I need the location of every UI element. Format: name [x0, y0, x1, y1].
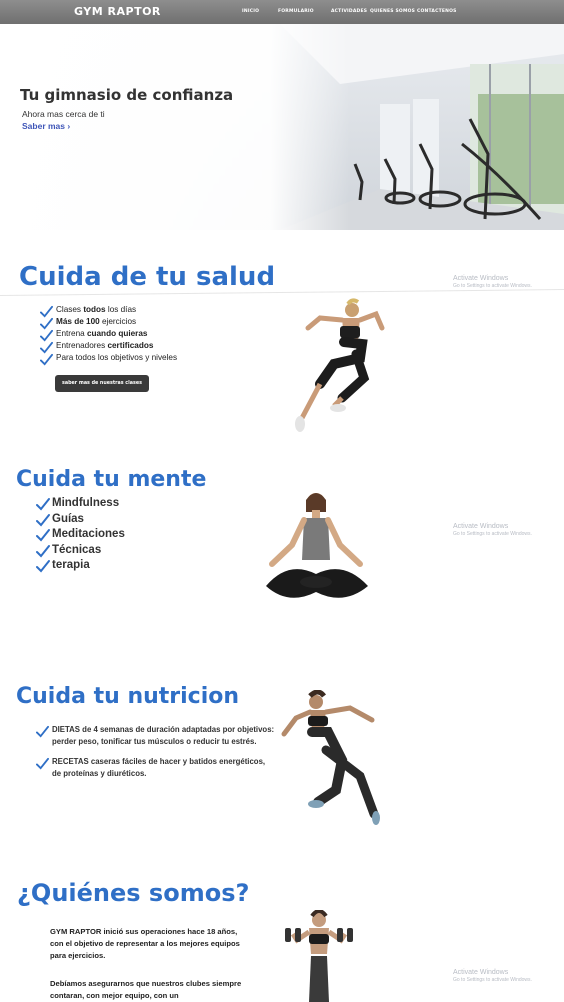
mente-list-item: Mindfulness	[36, 496, 125, 512]
brand-logo[interactable]: GYM RAPTOR	[74, 5, 161, 18]
mente-list-item: Guías	[36, 512, 125, 528]
salud-list-item: Entrenadores certificados	[40, 340, 177, 352]
checkmark-icon	[36, 725, 49, 738]
checkmark-icon	[36, 497, 50, 511]
nav-link-actividades[interactable]: ACTIVIDADES	[331, 9, 368, 14]
quienes-paragraph-2: Debíamos asegurarnos que nuestros clubes siempre contaran, con mejor equipo, con un	[50, 979, 242, 1000]
nutricion-title: Cuida tu nutricion	[16, 684, 240, 709]
salud-list-item: Entrena cuando quieras	[40, 328, 177, 340]
nav-link-contactenos[interactable]: CONTACTENOS	[417, 9, 457, 14]
salud-title: Cuida de tu salud	[19, 262, 276, 292]
mente-list-item: terapia	[36, 558, 125, 574]
quienes-paragraph-1: GYM RAPTOR inició sus operaciones hace 18 años, con el objetivo de representar a los mejores equipos para ejercicios.	[50, 927, 240, 960]
navbar	[0, 0, 564, 24]
nav-link-inicio[interactable]: INICIO	[242, 9, 260, 14]
nav-link-quienes-somos[interactable]: QUIENES SOMOS	[370, 9, 416, 14]
saber-mas-link[interactable]: Saber mas ›	[22, 121, 71, 131]
nutricion-list-item: DIETAS de 4 semanas de duración adaptadas por objetivos: perder peso, tonificar tus músculos o reducir tu estrés.	[36, 724, 276, 748]
hero-subtitle: Ahora mas cerca de ti	[22, 109, 105, 119]
saber-mas-clases-button[interactable]: saber mas de nuestras clases	[55, 375, 149, 392]
nav-link-formulario[interactable]: FORMULARIO	[278, 9, 314, 14]
salud-list-item: Más de 100 ejercicios	[40, 316, 177, 328]
activate-windows-watermark-3: Activate Windows Go to Settings to activate Windows.	[453, 969, 532, 983]
runner-woman-image	[290, 298, 390, 436]
activate-windows-watermark-2: Activate Windows Go to Settings to activate Windows.	[453, 523, 532, 537]
activate-windows-watermark: Activate Windows Go to Settings to activate Windows.	[453, 275, 532, 289]
checkmark-icon	[36, 513, 50, 527]
mente-list-item: Meditaciones	[36, 527, 125, 543]
checkmark-icon	[36, 544, 50, 558]
meditating-woman-image	[258, 490, 374, 614]
gym-interior-image	[0, 24, 564, 230]
quienes-title: ¿Quiénes somos?	[17, 879, 250, 907]
salud-list	[40, 304, 177, 364]
hero-title: Tu gimnasio de confianza	[20, 86, 234, 104]
nutricion-list	[36, 724, 276, 788]
checkmark-icon	[36, 559, 50, 573]
checkmark-icon	[40, 353, 53, 366]
nutricion-list-item: RECETAS caseras fáciles de hacer y batidos energéticos, de proteínas y diuréticos.	[36, 756, 276, 780]
mente-title: Cuida tu mente	[16, 467, 207, 492]
dumbbell-woman-image	[283, 910, 355, 1002]
hero-banner	[0, 24, 564, 230]
salud-list-item: Para todos los objetivos y niveles	[40, 352, 177, 364]
mente-list	[36, 496, 125, 574]
salud-list-item: Clases todos los días	[40, 304, 177, 316]
jumping-woman-image	[280, 690, 384, 826]
checkmark-icon	[36, 757, 49, 770]
checkmark-icon	[36, 528, 50, 542]
mente-list-item: Técnicas	[36, 543, 125, 559]
